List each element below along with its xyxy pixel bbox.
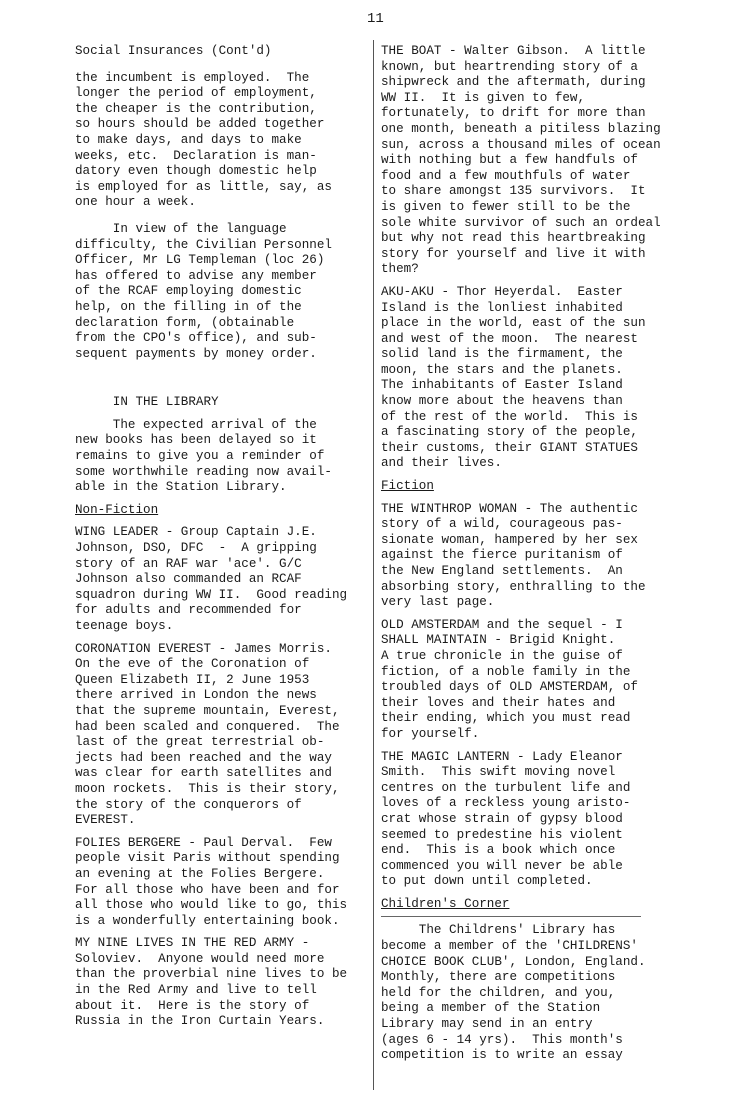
- text-line: Russia in the Iron Curtain Years.: [75, 1014, 325, 1029]
- text-line: story for yourself and live it with: [381, 246, 646, 261]
- text-line: Island is the lonliest inhabited: [381, 300, 623, 315]
- text-line: sun, across a thousand miles of ocean: [381, 137, 661, 152]
- text-line: shipwreck and the aftermath, during: [381, 75, 646, 90]
- text-line: FOLIES BERGERE - Paul Derval. Few: [75, 835, 332, 850]
- text-line: a fascinating story of the people,: [381, 425, 638, 440]
- text-line: Smith. This swift moving novel: [381, 765, 616, 780]
- text-line: end. This is a book which once: [381, 843, 616, 858]
- paragraph: [381, 923, 681, 1063]
- text-line: had been scaled and conquered. The: [75, 719, 340, 734]
- text-line: AKU-AKU - Thor Heyerdal. Easter: [381, 284, 623, 299]
- text-line: against the fierce puritanism of: [381, 548, 623, 563]
- text-line: remains to give you a reminder of: [75, 449, 325, 464]
- text-line: datory even though domestic help: [75, 164, 317, 179]
- paragraph: [75, 71, 375, 211]
- text-line: OLD AMSTERDAM and the sequel - I: [381, 617, 623, 632]
- text-line: Johnson also commanded an RCAF: [75, 572, 302, 587]
- text-line: new books has been delayed so it: [75, 433, 317, 448]
- text-line: WW II. It is given to few,: [381, 90, 586, 105]
- text-line: the incumbent is employed. The: [75, 70, 310, 85]
- text-line: is employed for as little, say, as: [75, 179, 332, 194]
- text-line: moon, the stars and the planets.: [381, 362, 623, 377]
- text-line: Library may send in an entry: [381, 1017, 593, 1032]
- text-line: In view of the language: [75, 221, 287, 236]
- text-line: MY NINE LIVES IN THE RED ARMY -: [75, 936, 310, 951]
- text-line: was clear for earth satellites and: [75, 766, 332, 781]
- text-line: an evening at the Folies Bergere.: [75, 866, 325, 881]
- section-heading: [75, 44, 375, 60]
- text-line: competition is to write an essay: [381, 1048, 623, 1063]
- text-line: for yourself.: [381, 726, 480, 741]
- text-line: one hour a week.: [75, 195, 196, 210]
- text-line: (ages 6 - 14 yrs). This month's: [381, 1032, 623, 1047]
- text-line: story of a wild, courageous pas-: [381, 517, 623, 532]
- text-line: food and a few mouthfuls of water: [381, 168, 631, 183]
- heading-rule: [381, 916, 641, 917]
- right-column: [381, 44, 681, 1064]
- text-line: Queen Elizabeth II, 2 June 1953: [75, 672, 310, 687]
- subsection-heading: [381, 479, 681, 495]
- spacer: [381, 611, 681, 618]
- text-line: sequent payments by money order.: [75, 346, 317, 361]
- spacer: [381, 278, 681, 285]
- page-number: 11: [367, 11, 384, 27]
- spacer: [75, 411, 375, 418]
- subsection-heading: [75, 503, 375, 519]
- text-line: the New England settlements. An: [381, 564, 623, 578]
- subsection-heading: [381, 897, 681, 918]
- text-line: than the proverbial nine lives to be: [75, 967, 348, 982]
- text-line: For all those who have been and for: [75, 882, 340, 897]
- text-line: CORONATION EVEREST - James Morris.: [75, 641, 332, 656]
- paragraph: [381, 502, 681, 611]
- text-line: crat whose strain of gypsy blood: [381, 811, 623, 826]
- spacer: [381, 743, 681, 750]
- text-line: CHOICE BOOK CLUB', London, England.: [381, 954, 646, 969]
- text-line: jects had been reached and the way: [75, 750, 332, 765]
- text-line: Soloviev. Anyone would need more: [75, 951, 325, 966]
- text-line: The expected arrival of the: [75, 417, 317, 432]
- text-line: is given to fewer still to be the: [381, 199, 631, 214]
- text-line: sole white survivor of such an ordeal: [381, 215, 661, 230]
- spacer: [381, 472, 681, 479]
- text-line: but why not read this heartbreaking: [381, 231, 646, 246]
- text-line: fiction, of a noble family in the: [381, 664, 631, 679]
- paragraph: [381, 750, 681, 890]
- text-line: and their lives.: [381, 456, 502, 471]
- text-line: WING LEADER - Group Captain J.E.: [75, 525, 317, 540]
- left-column: [75, 44, 375, 1030]
- paragraph: [381, 285, 681, 472]
- text-line: The inhabitants of Easter Island: [381, 378, 623, 393]
- text-line: Non-Fiction: [75, 502, 159, 517]
- text-line: Officer, Mr LG Templeman (loc 26): [75, 253, 325, 268]
- text-line: them?: [381, 262, 419, 277]
- text-line: longer the period of employment,: [75, 86, 317, 101]
- text-line: and west of the moon. The nearest: [381, 331, 638, 346]
- text-line: commenced you will never be able: [381, 858, 623, 873]
- text-line: of the rest of the world. This is: [381, 409, 638, 424]
- text-line: Fiction: [381, 479, 434, 494]
- text-line: Social Insurances (Cont'd): [75, 44, 272, 58]
- text-line: THE MAGIC LANTERN - Lady Eleanor: [381, 749, 623, 764]
- text-line: The Childrens' Library has: [381, 923, 616, 938]
- text-line: On the eve of the Coronation of: [75, 657, 310, 672]
- text-line: seemed to predestine his violent: [381, 827, 623, 842]
- text-line: weeks, etc. Declaration is man-: [75, 148, 317, 163]
- text-line: has offered to advise any member: [75, 268, 317, 283]
- text-line: some worthwhile reading now avail-: [75, 464, 332, 479]
- spacer: [75, 829, 375, 836]
- spacer: [75, 518, 375, 525]
- text-line: moon rockets. This is their story,: [75, 781, 340, 796]
- text-line: story of an RAF war 'ace'. G/C: [75, 556, 302, 571]
- paragraph: [75, 418, 375, 496]
- text-line: loves of a reckless young aristo-: [381, 796, 631, 811]
- text-line: of the RCAF employing domestic: [75, 284, 302, 299]
- spacer: [75, 384, 375, 395]
- text-line: one month, beneath a pitiless blazing: [381, 121, 661, 136]
- text-line: all those who would like to go, this: [75, 898, 348, 913]
- text-line: the cheaper is the contribution,: [75, 101, 317, 116]
- text-line: centres on the turbulent life and: [381, 780, 631, 795]
- text-line: their ending, which you must read: [381, 711, 631, 726]
- text-line: known, but heartrending story of a: [381, 59, 638, 74]
- spacer: [381, 495, 681, 502]
- text-line: teenage boys.: [75, 619, 174, 633]
- text-line: solid land is the firmament, the: [381, 347, 623, 362]
- text-line: about it. Here is the story of: [75, 998, 310, 1013]
- spacer: [75, 362, 375, 373]
- paragraph: [75, 525, 375, 634]
- spacer: [75, 373, 375, 384]
- text-line: for adults and recommended for: [75, 603, 302, 618]
- text-line: people visit Paris without spending: [75, 851, 340, 866]
- text-line: is a wonderfully entertaining book.: [75, 913, 340, 928]
- spacer: [381, 890, 681, 897]
- spacer: [75, 60, 375, 71]
- text-line: being a member of the Station: [381, 1001, 601, 1016]
- paragraph: [75, 936, 375, 1030]
- text-line: so hours should be added together: [75, 117, 325, 132]
- text-line: to share amongst 135 survivors. It: [381, 184, 646, 199]
- text-line: Children's Corner: [381, 896, 510, 911]
- text-line: know more about the heavens than: [381, 394, 623, 409]
- spacer: [75, 929, 375, 936]
- text-line: fortunately, to drift for more than: [381, 106, 646, 121]
- paragraph: [381, 44, 681, 278]
- spacer: [75, 211, 375, 222]
- text-line: sionate woman, hampered by her sex: [381, 532, 638, 547]
- text-line: IN THE LIBRARY: [75, 395, 219, 410]
- text-line: squadron during WW II. Good reading: [75, 587, 348, 602]
- paragraph: [75, 836, 375, 930]
- text-line: EVEREST.: [75, 813, 136, 828]
- text-line: with nothing but a few handfuls of: [381, 153, 638, 168]
- text-line: their loves and their hates and: [381, 695, 616, 710]
- text-line: to make days, and days to make: [75, 132, 302, 147]
- text-line: declaration form, (obtainable: [75, 315, 295, 330]
- text-line: there arrived in London the news: [75, 688, 317, 703]
- text-line: difficulty, the Civilian Personnel: [75, 237, 332, 252]
- text-line: to put down until completed.: [381, 874, 593, 889]
- text-line: their customs, their GIANT STATUES: [381, 440, 638, 455]
- text-line: troubled days of OLD AMSTERDAM, of: [381, 680, 638, 695]
- spacer: [75, 635, 375, 642]
- text-line: last of the great terrestrial ob-: [75, 735, 325, 750]
- text-line: Johnson, DSO, DFC - A gripping: [75, 541, 317, 556]
- text-line: able in the Station Library.: [75, 480, 287, 495]
- section-heading: [75, 395, 375, 411]
- paragraph: [75, 222, 375, 362]
- text-line: very last page.: [381, 595, 495, 610]
- text-line: in the Red Army and live to tell: [75, 983, 317, 998]
- paragraph: [381, 618, 681, 743]
- text-line: A true chronicle in the guise of: [381, 648, 623, 663]
- paragraph: [75, 642, 375, 829]
- text-line: THE WINTHROP WOMAN - The authentic: [381, 501, 638, 516]
- spacer: [75, 496, 375, 503]
- text-line: become a member of the 'CHILDRENS': [381, 939, 638, 954]
- text-line: that the supreme mountain, Everest,: [75, 703, 340, 718]
- text-line: SHALL MAINTAIN - Brigid Knight.: [381, 633, 616, 648]
- text-line: absorbing story, enthralling to the: [381, 579, 646, 594]
- text-line: help, on the filling in of the: [75, 299, 302, 314]
- text-line: held for the children, and you,: [381, 985, 616, 1000]
- text-line: the story of the conquerors of: [75, 797, 302, 812]
- text-line: from the CPO's office), and sub-: [75, 331, 317, 346]
- text-line: Monthly, there are competitions: [381, 970, 616, 985]
- text-line: THE BOAT - Walter Gibson. A little: [381, 44, 646, 58]
- text-line: place in the world, east of the sun: [381, 316, 646, 331]
